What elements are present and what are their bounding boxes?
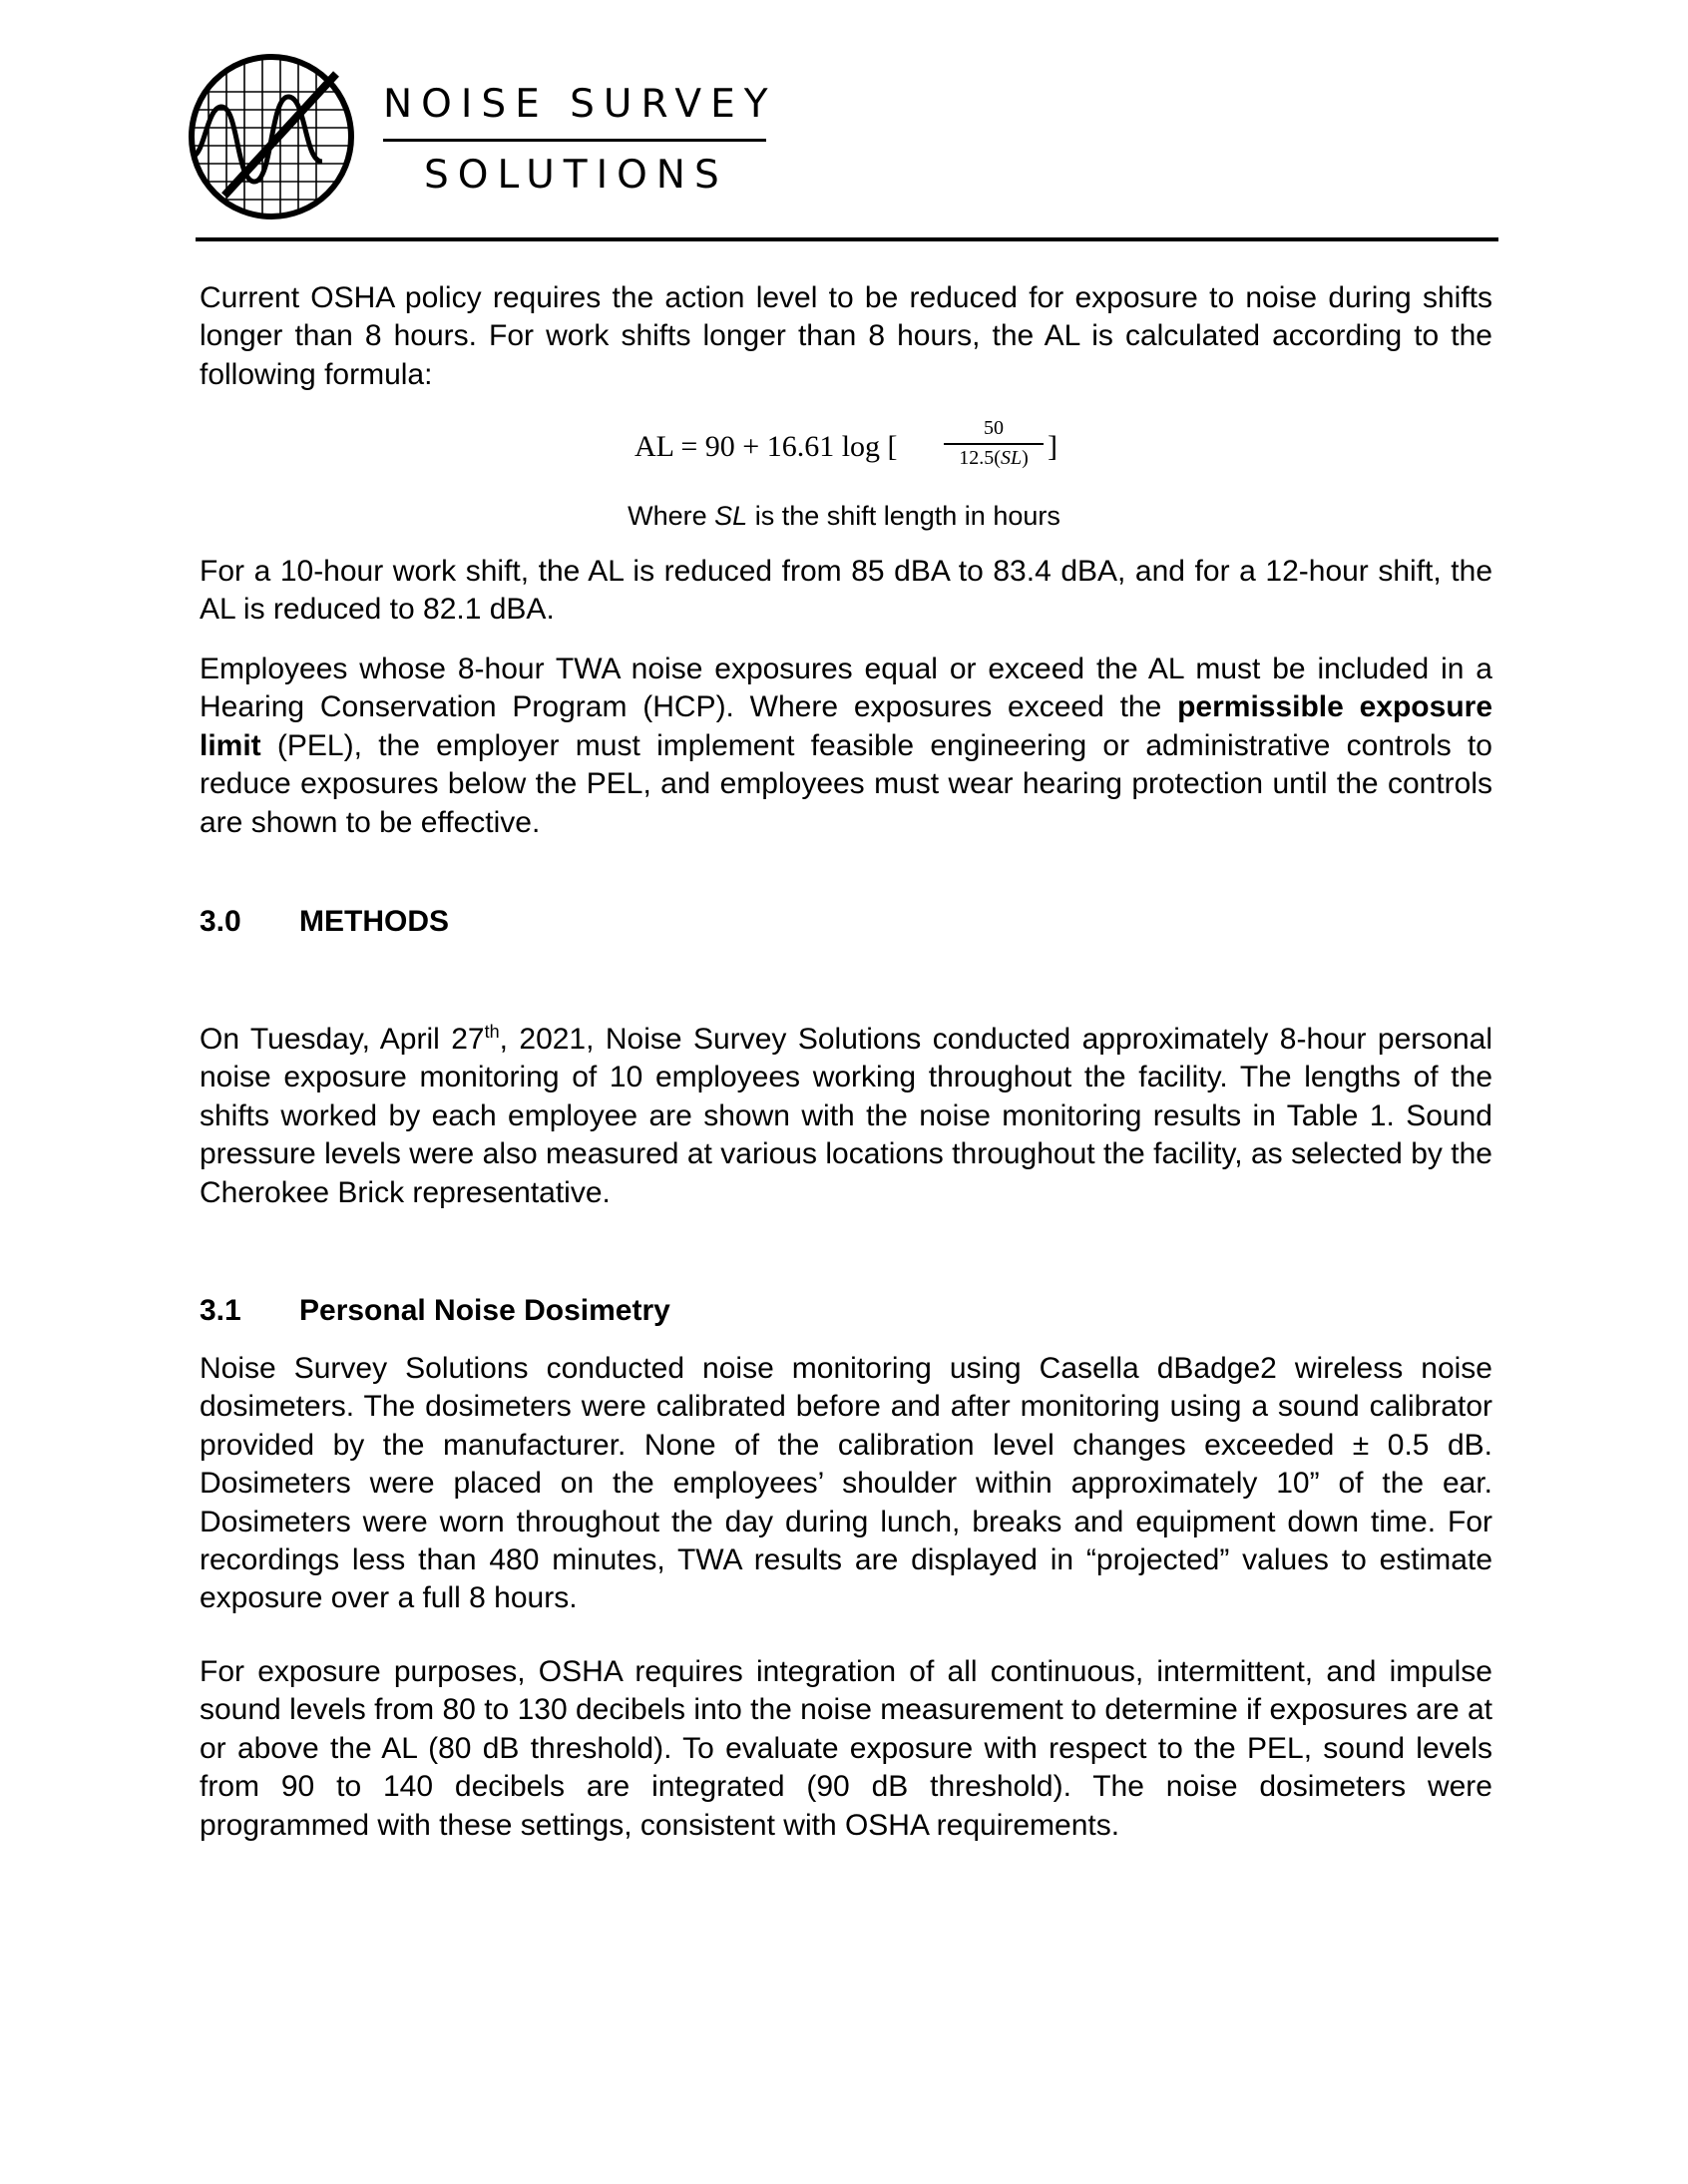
dosimetry-paragraph-2: For exposure purposes, OSHA requires integration of all continuous, intermittent, and impulse sound levels from 80 to 130 decibels into the noise measurement to determine if exposures are at or above the AL (80 dB threshold). To evaluate exposure with respect to the PEL, sound levels from 90 to 140 decibels are integrated (90 dB threshold). The noise dosimeters were programmed with these settings, consistent with OSHA requirements. <box>200 1655 1492 1842</box>
company-logo <box>187 52 356 221</box>
brand-name-line1: NOISE SURVEY <box>383 82 777 127</box>
intro-paragraph-3-block <box>200 651 1492 842</box>
methods-text-b: , 2021, Noise Survey Solutions conducted approximately 8-hour personal noise exposure monitoring of 10 employees working throughout the facility. The lengths of the shifts worked by each employee are shown with the noise monitoring results in Table 1. Sound pressure levels were also measured at various locations throughout the facility, as selected by the Cherokee Brick representative. <box>200 1023 1493 1209</box>
dosimetry-paragraph-1-block <box>200 1350 1492 1618</box>
dosimetry-paragraph-2-block <box>200 1653 1492 1845</box>
methods-text-a: On Tuesday, April 27 <box>200 1023 485 1056</box>
where-prefix: Where <box>628 501 715 531</box>
intro-paragraph-1-block <box>200 279 1492 394</box>
intro-paragraph-2-block <box>200 553 1492 630</box>
den-suffix: ) <box>1022 447 1029 469</box>
formula-denominator <box>944 447 1044 470</box>
where-var: SL <box>714 501 748 531</box>
dosimetry-paragraph-1: Noise Survey Solutions conducted noise monitoring using Casella dBadge2 wireless noise dosimeters. The dosimeters were calibrated before and after monitoring using a sound calibrator provided by the manufacturer. None of the calibration level changes exceeded ± 0.5 dB. Dosimeters were placed on the employees’ shoulder within approximately 10” of the ear. Dosimeters were worn throughout the day during lunch, breaks and equipment down time. For recordings less than 480 minutes, TWA results are displayed in “projected” values to estimate exposure over a full 8 hours. <box>200 1352 1492 1615</box>
header-rule <box>196 237 1498 241</box>
methods-paragraph <box>200 1021 1492 1212</box>
intro-paragraph-3 <box>200 651 1492 842</box>
section-title: Personal Noise Dosimetry <box>299 1294 670 1327</box>
para3-text-b: (PEL), the employer must implement feasible engineering or administrative controls to reduce exposures below the PEL, and employees must wear hearing protection until the controls are shown to be effective. <box>200 728 1492 839</box>
section-number: 3.0 <box>200 905 241 938</box>
brand-name-line2: SOLUTIONS <box>424 153 728 198</box>
den-prefix: 12.5( <box>959 447 1001 469</box>
ordinal-suffix: th <box>484 1022 500 1042</box>
formula-where-note <box>0 501 1688 532</box>
formula-lhs: AL = 90 + 16.61 log [ <box>634 430 898 463</box>
section-heading-methods <box>200 905 449 939</box>
section-heading-dosimetry <box>200 1294 670 1328</box>
section-title: METHODS <box>299 905 449 938</box>
brand-divider <box>383 139 766 142</box>
section-number: 3.1 <box>200 1294 241 1327</box>
para3-bold-term: permissible exposure limit <box>200 690 1493 762</box>
methods-paragraph-block <box>200 1021 1492 1212</box>
where-suffix: is the shift length in hours <box>747 501 1060 531</box>
para3-text-a: Employees whose 8-hour TWA noise exposures equal or exceed the AL must be included in a Hearing Conservation Program (HCP). Where exposures exceed the <box>200 653 1492 724</box>
den-var: SL <box>1000 447 1023 469</box>
formula-close: ] <box>1048 430 1057 463</box>
formula-fraction <box>944 417 1044 470</box>
fraction-bar <box>944 443 1044 445</box>
intro-paragraph-1: Current OSHA policy requires the action level to be reduced for exposure to noise during shifts longer than 8 hours. For work shifts longer than 8 hours, the AL is calculated according to the following formula: <box>200 281 1492 391</box>
intro-paragraph-2: For a 10-hour work shift, the AL is reduced from 85 dBA to 83.4 dBA, and for a 12-hour shift, the AL is reduced to 82.1 dBA. <box>200 555 1492 627</box>
formula-numerator: 50 <box>984 417 1004 439</box>
